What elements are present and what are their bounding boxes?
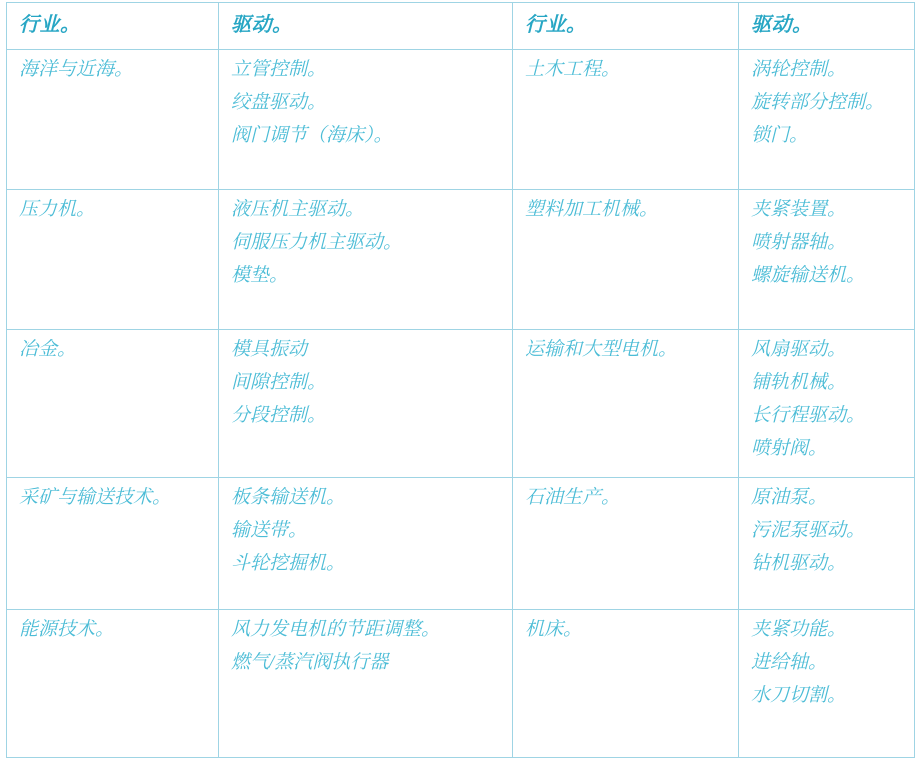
list-item: 绞盘驱动。 — [231, 92, 327, 113]
cell-drive-right — [739, 478, 915, 610]
list-item: 机床。 — [525, 619, 583, 640]
cell-content — [751, 620, 902, 705]
list-item: 进给轴。 — [751, 652, 828, 673]
list-item: 土木工程。 — [525, 59, 621, 80]
list-item: 长行程驱动。 — [751, 405, 866, 426]
list-item: 污泥泵驱动。 — [751, 520, 866, 541]
cell-drive-left — [219, 50, 513, 190]
header-label: 驱动。 — [231, 14, 293, 36]
list-item: 伺服压力机主驱动。 — [231, 232, 403, 253]
cell-content — [19, 620, 206, 639]
list-item: 水刀切割。 — [751, 685, 847, 706]
cell-content — [751, 60, 902, 145]
cell-industry-right — [513, 478, 739, 610]
list-item: 阀门调节（海床）。 — [231, 125, 393, 146]
list-item: 塑料加工机械。 — [525, 199, 659, 220]
list-item: 输送带。 — [231, 520, 308, 541]
header-cell-industry-right — [513, 3, 739, 50]
list-item: 喷射阀。 — [751, 438, 828, 459]
list-item: 风扇驱动。 — [751, 339, 847, 360]
cell-industry-left — [7, 50, 219, 190]
cell-drive-right — [739, 610, 915, 758]
list-item: 采矿与输送技术。 — [19, 487, 172, 508]
cell-content — [19, 488, 206, 507]
list-item: 夹紧功能。 — [751, 619, 847, 640]
cell-content — [231, 340, 500, 425]
list-item: 石油生产。 — [525, 487, 621, 508]
table-row — [7, 190, 915, 330]
cell-content — [525, 488, 726, 507]
header-label: 行业。 — [19, 14, 81, 36]
header-cell-drive-left — [219, 3, 513, 50]
cell-content — [525, 340, 726, 359]
list-item: 冶金。 — [19, 339, 77, 360]
table-row — [7, 330, 915, 478]
list-item: 模垫。 — [231, 265, 289, 286]
list-item: 海洋与近海。 — [19, 59, 134, 80]
cell-industry-left — [7, 190, 219, 330]
cell-industry-left — [7, 478, 219, 610]
list-item: 液压机主驱动。 — [231, 199, 365, 220]
cell-content — [19, 60, 206, 79]
list-item: 风力发电机的节距调整。 — [231, 619, 441, 640]
table-body — [7, 3, 915, 758]
list-item: 斗轮挖掘机。 — [231, 553, 346, 574]
cell-content — [231, 488, 500, 573]
cell-industry-left — [7, 610, 219, 758]
list-item: 间隙控制。 — [231, 372, 327, 393]
list-item: 螺旋输送机。 — [751, 265, 866, 286]
list-item: 压力机。 — [19, 199, 96, 220]
list-item: 旋转部分控制。 — [751, 92, 885, 113]
list-item: 燃气/蒸汽阀执行器 — [231, 652, 389, 673]
list-item: 铺轨机械。 — [751, 372, 847, 393]
list-item: 模具振动 — [231, 339, 308, 360]
cell-industry-right — [513, 50, 739, 190]
cell-drive-right — [739, 50, 915, 190]
cell-drive-right — [739, 190, 915, 330]
list-item: 原油泵。 — [751, 487, 828, 508]
cell-drive-left — [219, 190, 513, 330]
cell-content — [19, 340, 206, 359]
table-header-row — [7, 3, 915, 50]
list-item: 运输和大型电机。 — [525, 339, 678, 360]
list-item: 涡轮控制。 — [751, 59, 847, 80]
header-label: 驱动。 — [751, 14, 813, 36]
cell-content — [231, 620, 500, 672]
cell-drive-left — [219, 330, 513, 478]
cell-content — [751, 200, 902, 285]
list-item: 夹紧装置。 — [751, 199, 847, 220]
list-item: 能源技术。 — [19, 619, 115, 640]
cell-industry-left — [7, 330, 219, 478]
cell-content — [525, 60, 726, 79]
header-cell-industry-left — [7, 3, 219, 50]
table-row — [7, 50, 915, 190]
cell-content — [525, 620, 726, 639]
cell-drive-left — [219, 478, 513, 610]
cell-content — [231, 200, 500, 285]
table-row — [7, 478, 915, 610]
header-cell-drive-right — [739, 3, 915, 50]
list-item: 钻机驱动。 — [751, 553, 847, 574]
cell-drive-left — [219, 610, 513, 758]
cell-industry-right — [513, 610, 739, 758]
list-item: 分段控制。 — [231, 405, 327, 426]
cell-industry-right — [513, 330, 739, 478]
list-item: 板条输送机。 — [231, 487, 346, 508]
list-item: 锁门。 — [751, 125, 809, 146]
cell-content — [751, 488, 902, 573]
table-row — [7, 610, 915, 758]
cell-content — [751, 340, 902, 458]
industry-drive-table — [6, 2, 915, 758]
cell-industry-right — [513, 190, 739, 330]
list-item: 喷射器轴。 — [751, 232, 847, 253]
header-label: 行业。 — [525, 14, 587, 36]
cell-content — [19, 200, 206, 219]
cell-content — [231, 60, 500, 145]
document-page — [0, 2, 920, 767]
cell-content — [525, 200, 726, 219]
list-item: 立管控制。 — [231, 59, 327, 80]
cell-drive-right — [739, 330, 915, 478]
